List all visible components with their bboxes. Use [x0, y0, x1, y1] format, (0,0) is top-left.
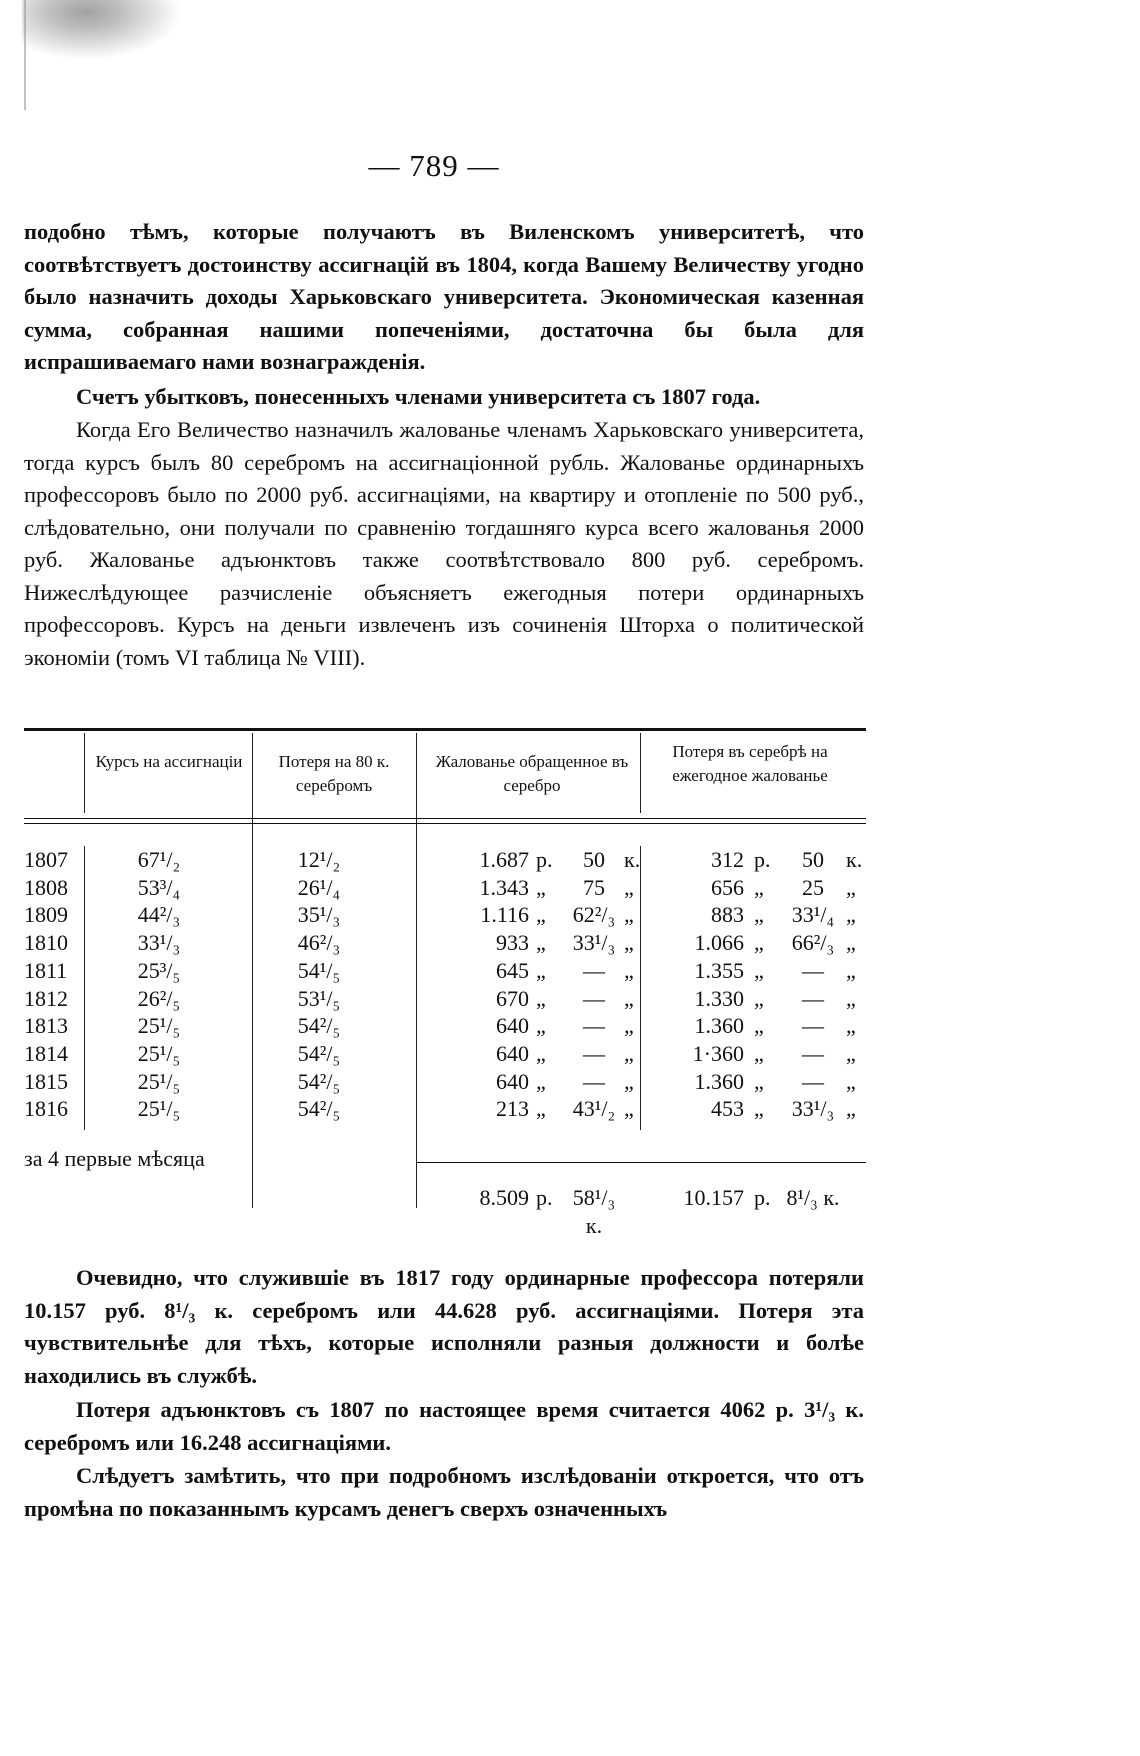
row-salary-rubles: 933 — [496, 930, 529, 956]
row-loss-unit: „ — [754, 1068, 764, 1094]
row-salary-rubles: 1.116 — [480, 902, 529, 928]
divider — [640, 733, 641, 813]
row-course: 67¹/₂ — [137, 847, 181, 872]
row-salary-kopeck-unit: „ — [624, 902, 634, 928]
row-loss-80: 12¹/₂ — [297, 847, 341, 872]
row-salary-kopecks: — — [583, 957, 605, 983]
row-salary-unit: „ — [536, 985, 546, 1011]
row-loss-kopecks: 33¹/₄ — [791, 902, 835, 928]
row-loss-kopeck-unit: „ — [846, 930, 856, 956]
row-salary-rubles: 670 — [496, 985, 529, 1011]
row-salary-kopeck-unit: „ — [624, 1040, 634, 1066]
row-salary-kopeck-unit: „ — [624, 985, 634, 1011]
row-salary-unit: „ — [536, 1013, 546, 1039]
row-salary-rubles: 640 — [496, 1013, 529, 1039]
paragraph-intro: подобно тѣмъ, которые получаютъ въ Виленскомъ университетѣ, что соотвѣтствуетъ достоинству ассигнацій въ 1804, когда Вашему Величеству угодно было назначить доходы Харьковскаго университета. Экономическая казенная сумма, собранная нашими попеченіями, достаточна бы была для испрашиваемаго нами вознагражденія. — [24, 219, 864, 374]
row-course: 25³/₅ — [137, 957, 181, 983]
header-loss-silver: Потеря въ серебрѣ на ежегодное жалованье — [672, 742, 828, 785]
total-salary-kopecks: 58¹/₃ к. — [572, 1185, 616, 1238]
row-salary-kopeck-unit: „ — [624, 957, 634, 983]
row-loss-rubles: 312 — [711, 847, 744, 872]
page-number: — 789 — — [368, 148, 500, 183]
row-loss-rubles: 1·360 — [692, 1040, 744, 1066]
row-course: 25¹/₅ — [137, 1013, 181, 1039]
header-salary: Жалованье обращенное въ серебро — [435, 752, 629, 795]
row-loss-unit: „ — [754, 1096, 764, 1122]
row-loss-rubles: 1.360 — [694, 1068, 744, 1094]
row-salary-kopeck-unit: „ — [624, 1096, 634, 1122]
row-loss-80: 54²/₅ — [297, 1068, 341, 1094]
row-salary-kopecks: 33¹/₃ — [572, 930, 616, 956]
row-course: 25¹/₅ — [137, 1068, 181, 1094]
row-salary-unit: „ — [536, 1068, 546, 1094]
row-course: 25¹/₅ — [137, 1040, 181, 1066]
row-salary-unit: „ — [536, 1096, 546, 1122]
row-loss-unit: „ — [754, 902, 764, 928]
total-loss-unit: р. — [754, 1185, 771, 1210]
row-loss-kopecks: — — [802, 1040, 824, 1066]
row-year: 1811 — [24, 957, 68, 983]
row-loss-80: 26¹/₄ — [297, 874, 341, 900]
row-year: 1812 — [24, 985, 68, 1011]
row-year: 1813 — [24, 1013, 68, 1039]
row-loss-kopeck-unit: „ — [846, 874, 856, 900]
row-loss-kopeck-unit: „ — [846, 902, 856, 928]
total-salary-rubles: 8.509 — [479, 1185, 529, 1210]
row-course: 26²/₅ — [137, 985, 181, 1011]
row-course: 44²/₃ — [137, 902, 181, 928]
row-year: 1807 — [24, 847, 68, 872]
total-salary-unit: р. — [536, 1185, 553, 1210]
row-salary-rubles: 213 — [496, 1096, 529, 1122]
header-rule-2 — [24, 823, 866, 824]
row-salary-kopecks: — — [583, 985, 605, 1011]
paragraph-conclusion: Очевидно, что служившіе въ 1817 году ординарные профессора потеряли 10.157 руб. 8¹/₃ к. серебромъ или 44.628 руб. ассигнаціями. Потеря эта чувствительнѣе для тѣхъ, которые исполняли разныя должности и болѣе находились въ службѣ. — [24, 1265, 864, 1388]
paragraph-note: Слѣдуетъ замѣтить, что при подробномъ изслѣдованіи откроется, что отъ промѣна по показаннымъ курсамъ денегъ сверхъ означенныхъ — [24, 1463, 864, 1521]
row-loss-kopecks: 25 — [802, 874, 824, 900]
row-course: 25¹/₅ — [137, 1096, 181, 1122]
row-loss-kopeck-unit: „ — [846, 1013, 856, 1039]
row-year: 1808 — [24, 874, 68, 900]
row-loss-unit: „ — [754, 874, 764, 900]
row-salary-unit: „ — [536, 957, 546, 983]
row-salary-kopeck-unit: „ — [624, 1068, 634, 1094]
row-loss-rubles: 1.355 — [694, 957, 744, 983]
row-salary-kopecks: — — [583, 1040, 605, 1066]
row-loss-rubles: 656 — [711, 874, 744, 900]
row-loss-kopecks: 33¹/₃ — [791, 1096, 835, 1122]
scan-edge-mark — [24, 0, 26, 110]
row-salary-unit: „ — [536, 874, 546, 900]
row-loss-kopeck-unit: „ — [846, 1096, 856, 1122]
paragraph-adjuncts: Потеря адъюнктовъ съ 1807 по настоящее время считается 4062 р. 3¹/₃ к. серебромъ или 16.248 ассигнаціями. — [24, 1397, 864, 1455]
row-salary-unit: р. — [536, 847, 553, 872]
row-salary-kopecks: 43¹/₂ — [572, 1096, 616, 1122]
paragraph-salary: Когда Его Величество назначилъ жалованье членамъ Харьковскаго университета, тогда курсъ былъ 80 серебромъ на ассигнаціонной рубль. Жалованье ординарныхъ профессоровъ было по 2000 руб. ассигнаціями, на квартиру и отопленіе по 500 руб., слѣдовательно, они получали по сравненію тогдашняго курса всего жалованья 2000 руб. Жалованье адъюнктовъ также соотвѣтствовало 800 руб. серебромъ. Нижеслѣдующее разчисленіе объясняетъ ежегодныя потери ординарныхъ профессоровъ. Курсъ на деньги извлеченъ изъ сочиненія Шторха о политической экономіи (томъ VI таблица № VIII). — [24, 417, 864, 670]
row-loss-rubles: 1.360 — [694, 1013, 744, 1039]
row-loss-kopeck-unit: „ — [846, 1040, 856, 1066]
row-loss-unit: „ — [754, 1013, 764, 1039]
header-course: Курсъ на ассигнаціи — [95, 752, 243, 771]
row-salary-rubles: 640 — [496, 1040, 529, 1066]
scan-smudge — [22, 0, 182, 60]
divider — [84, 846, 85, 1130]
row-loss-80: 35¹/₃ — [297, 902, 341, 928]
row-salary-kopeck-unit: „ — [624, 930, 634, 956]
row-loss-80: 53¹/₅ — [297, 985, 341, 1011]
row-salary-unit: „ — [536, 1040, 546, 1066]
row-year: 1810 — [24, 930, 68, 956]
table-top-rule — [24, 728, 866, 731]
row-loss-kopeck-unit: „ — [846, 1068, 856, 1094]
row-salary-kopecks: — — [583, 1068, 605, 1094]
row-salary-kopecks: 75 — [583, 874, 605, 900]
divider — [84, 733, 85, 813]
row-salary-kopecks: — — [583, 1013, 605, 1039]
row-year: 1814 — [24, 1040, 68, 1066]
header-rule-1 — [24, 818, 866, 819]
total-loss-kopecks: 8¹/₃ к. — [786, 1185, 840, 1210]
row-salary-unit: „ — [536, 902, 546, 928]
loss-table — [24, 728, 866, 1238]
row-year: 1809 — [24, 902, 68, 928]
row-salary-kopeck-unit: „ — [624, 874, 634, 900]
row-loss-80: 54²/₅ — [297, 1040, 341, 1066]
row-loss-unit: „ — [754, 985, 764, 1011]
row-loss-80: 54²/₅ — [297, 1096, 341, 1122]
row-loss-unit: р. — [754, 847, 771, 872]
row-loss-kopecks: 50 — [802, 847, 824, 872]
row-loss-rubles: 1.066 — [694, 930, 744, 956]
row-loss-unit: „ — [754, 930, 764, 956]
row-course: 53³/₄ — [137, 874, 181, 900]
row-course: 33¹/₃ — [137, 930, 181, 956]
row-loss-kopecks: — — [802, 985, 824, 1011]
total-loss-rubles: 10.157 — [683, 1185, 744, 1210]
row-salary-unit: „ — [536, 930, 546, 956]
row-loss-80: 54¹/₅ — [297, 957, 341, 983]
row-loss-rubles: 883 — [711, 902, 744, 928]
row-loss-unit: „ — [754, 957, 764, 983]
totals-rule — [416, 1162, 866, 1163]
row-loss-kopecks: — — [802, 957, 824, 983]
row-loss-kopeck-unit: „ — [846, 985, 856, 1011]
row-loss-kopeck-unit: „ — [846, 957, 856, 983]
row-loss-80: 46²/₃ — [297, 930, 341, 956]
row-loss-kopecks: — — [802, 1068, 824, 1094]
row-salary-kopecks: 50 — [583, 847, 605, 872]
row-loss-kopecks: — — [802, 1013, 824, 1039]
row-loss-kopeck-unit: к. — [846, 847, 863, 872]
row-salary-rubles: 640 — [496, 1068, 529, 1094]
row-loss-rubles: 1.330 — [694, 985, 744, 1011]
row-year: 1816 — [24, 1096, 68, 1122]
divider — [252, 733, 253, 1208]
section-heading: Счетъ убытковъ, понесенныхъ членами университета съ 1807 года. — [76, 384, 761, 409]
row-salary-rubles: 645 — [496, 957, 529, 983]
row-salary-kopeck-unit: к. — [624, 847, 641, 872]
row-salary-rubles: 1.343 — [479, 874, 529, 900]
row-salary-kopecks: 62²/₃ — [572, 902, 616, 928]
row-loss-kopecks: 66²/₃ — [791, 930, 835, 956]
footnote-label: за 4 первые мѣсяца — [24, 1146, 205, 1171]
row-year: 1815 — [24, 1068, 68, 1094]
row-loss-unit: „ — [754, 1040, 764, 1066]
row-salary-rubles: 1.687 — [479, 847, 529, 872]
row-loss-rubles: 453 — [711, 1096, 744, 1122]
row-salary-kopeck-unit: „ — [624, 1013, 634, 1039]
row-loss-80: 54²/₅ — [297, 1013, 341, 1039]
header-loss-80: Потеря на 80 к. серебромъ — [278, 752, 390, 795]
